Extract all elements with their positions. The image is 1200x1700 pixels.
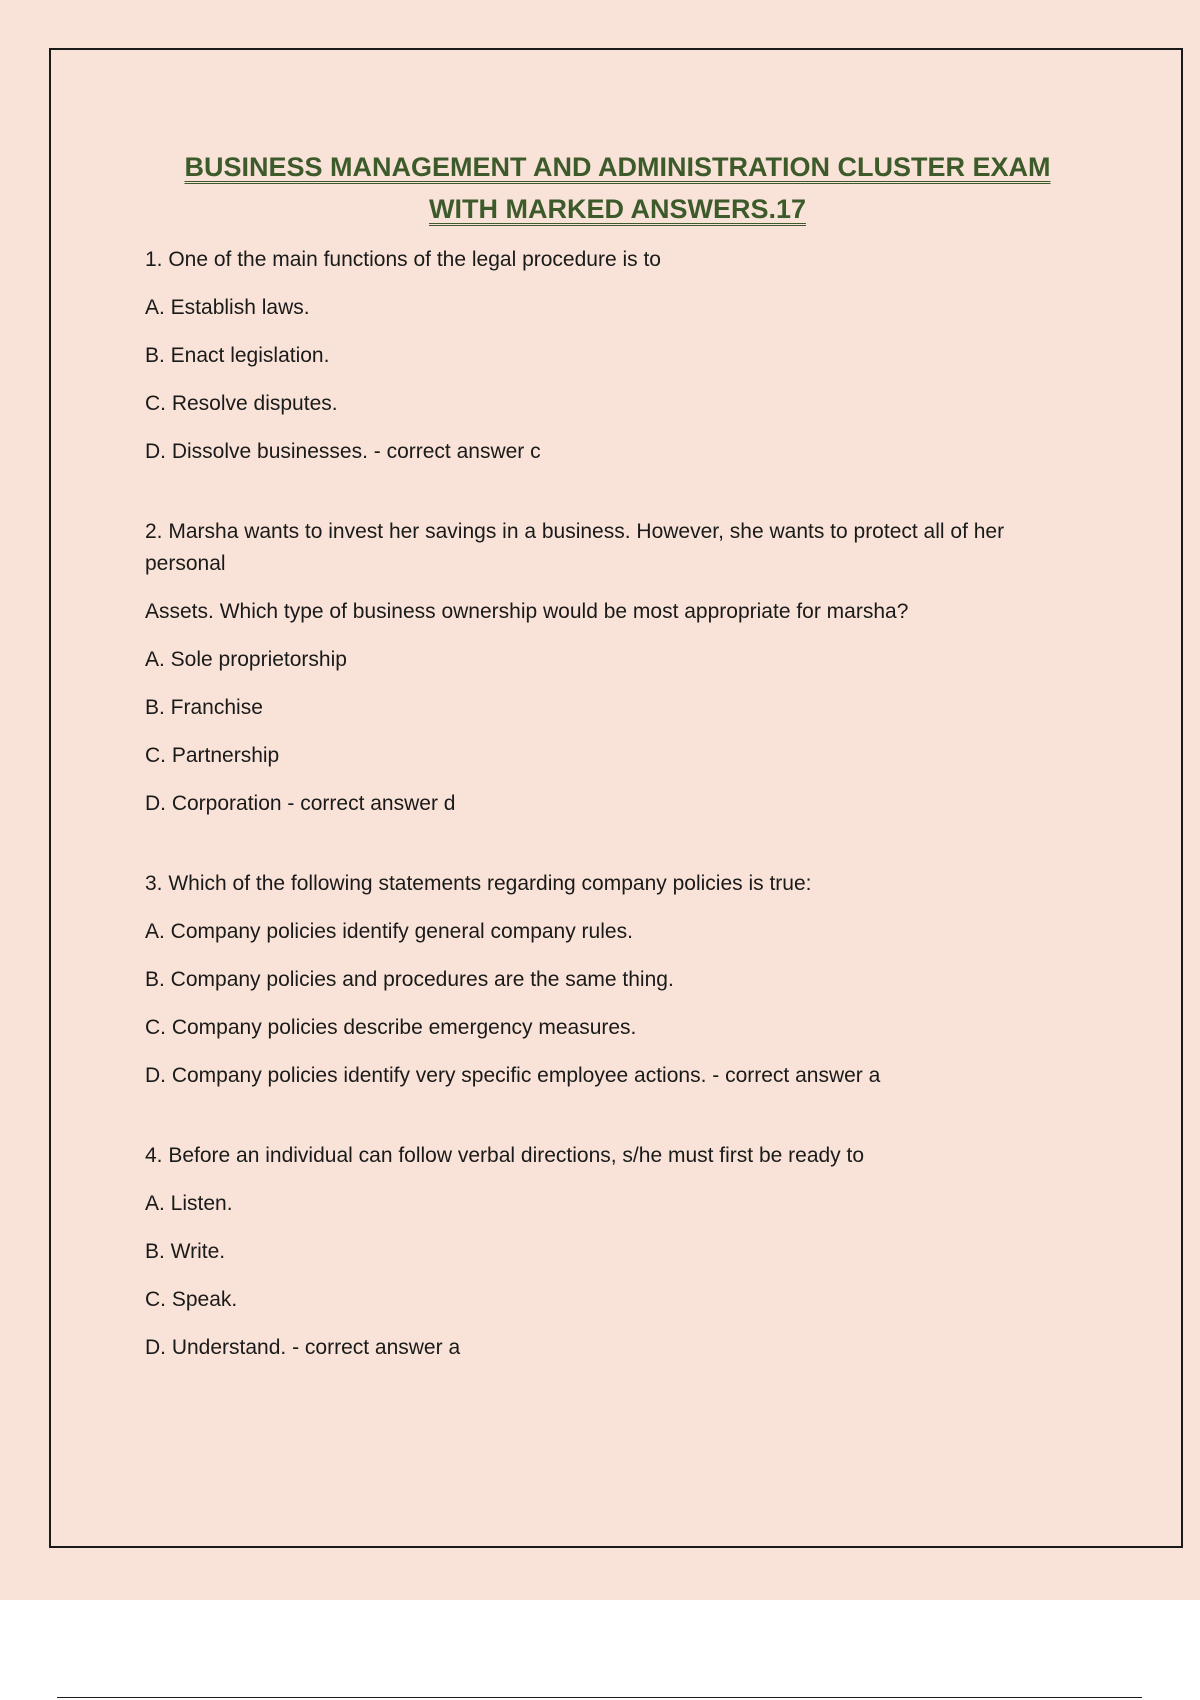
- document-title: BUSINESS MANAGEMENT AND ADMINISTRATION CLUSTER EXAM WITH MARKED ANSWERS.17: [184, 152, 1051, 224]
- question-text: 2. Marsha wants to invest her savings in a business. However, she wants to protect all of her personal: [145, 520, 1005, 575]
- answer-option-b: B. Company policies and procedures are the same thing.: [145, 968, 674, 991]
- answer-option-a: A. Listen.: [145, 1192, 233, 1215]
- answer-option-d: D. Company policies identify very specific employee actions. - correct answer a: [145, 1064, 881, 1087]
- answer-option-b: B. Franchise: [145, 696, 263, 719]
- answer-option-a: A. Sole proprietorship: [145, 648, 347, 671]
- footer-divider: [57, 1697, 1142, 1698]
- question-text: 3. Which of the following statements regarding company policies is true:: [145, 872, 812, 895]
- question-3: [145, 868, 1080, 1092]
- question-2: [145, 516, 1080, 820]
- question-stem: [145, 1140, 1080, 1172]
- question-text-continued: Assets. Which type of business ownership would be most appropriate for marsha?: [145, 600, 909, 623]
- answer-option-d: D. Understand. - correct answer a: [145, 1336, 461, 1359]
- question-stem: [145, 516, 1080, 628]
- answer-option-d: D. Dissolve businesses. - correct answer c: [145, 440, 541, 463]
- question-text: 1. One of the main functions of the legal procedure is to: [145, 248, 661, 271]
- answer-option-b: B. Write.: [145, 1240, 226, 1263]
- answer-option-c: C. Speak.: [145, 1288, 238, 1311]
- answer-option-b: B. Enact legislation.: [145, 344, 330, 367]
- answer-option-a: A. Company policies identify general company rules.: [145, 920, 633, 943]
- answer-option-a: A. Establish laws.: [145, 296, 310, 319]
- question-stem: [145, 244, 1080, 276]
- question-1: [145, 244, 1080, 468]
- answer-option-c: C. Company policies describe emergency measures.: [145, 1016, 637, 1039]
- answer-option-c: C. Resolve disputes.: [145, 392, 338, 415]
- answer-option-c: C. Partnership: [145, 744, 280, 767]
- question-list: [145, 244, 1080, 1412]
- question-text: 4. Before an individual can follow verbal directions, s/he must first be ready to: [145, 1144, 865, 1167]
- question-stem: [145, 868, 1080, 900]
- question-4: [145, 1140, 1080, 1364]
- answer-option-d: D. Corporation - correct answer d: [145, 792, 456, 815]
